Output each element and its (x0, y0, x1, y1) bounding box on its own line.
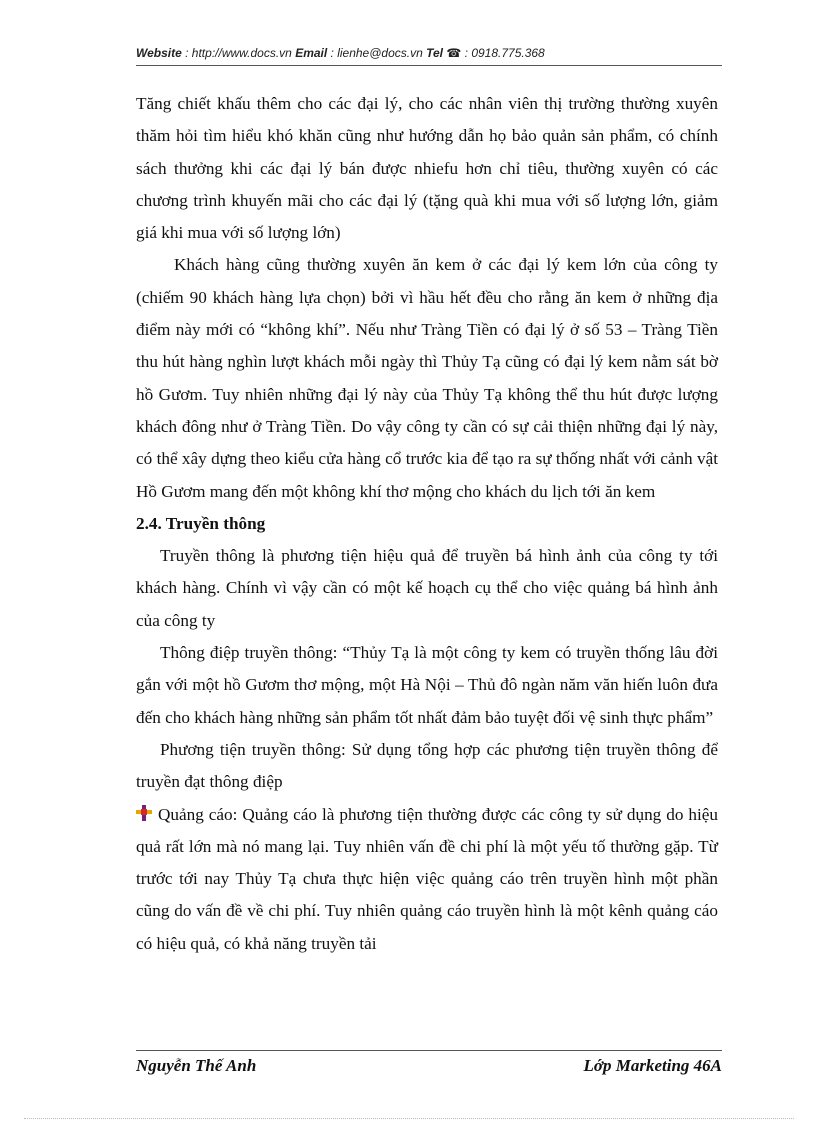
paragraph-message: Thông điệp truyền thông: “Thủy Tạ là một công ty kem có truyền thống lâu đời gắn với một hồ Gươm thơ mộng, một Hà Nội – Thủ đô ngàn năm văn hiến luôn đưa đến cho khách hàng những sản phẩm tốt nhất đảm bảo tuyệt đối vệ sinh thực phẩm” (136, 643, 718, 727)
paragraph-customers: Khách hàng cũng thường xuyên ăn kem ở các đại lý kem lớn của công ty (chiếm 90 khách hàng lựa chọn) bởi vì hầu hết đều cho rằng ăn kem ở những địa điểm này mới có “không khí”. Nếu như Tràng Tiền có đại lý ở số 53 – Tràng Tiền thu hút hàng nghìn lượt khách mỗi ngày thì Thủy Tạ cũng có đại lý kem nằm sát bờ hồ Gươm. Tuy nhiên những đại lý này của Thủy Tạ không thể thu hút được lượng khách đông như ở Tràng Tiền. Do vậy công ty cần có sự cải thiện những đại lý này, có thể xây dựng theo kiểu cửa hàng cổ trước kia để tạo ra sự thống nhất với cảnh vật Hồ Gươm mang đến một không khí thơ mộng cho khách du lịch tới ăn kem (136, 255, 718, 501)
tel-label: Tel (426, 46, 444, 60)
section-heading: 2.4. Truyền thông (136, 513, 266, 533)
paragraph-discounts: Tăng chiết khấu thêm cho các đại lý, cho các nhân viên thị trường thường xuyên thăm hỏi tìm hiểu khó khăn cũng như hướng dẫn họ bảo quản sản phẩm, có chính sách thưởng khi các đại lý bán được nhiefu hơn chỉ tiêu, thường xuyên có các chương trình khuyến mãi cho các đại lý (tặng quà khi mua với số lượng lớn, giảm giá khi mua với số lượng lớn) (136, 94, 718, 243)
footer-divider (136, 1050, 722, 1051)
tel-value: : 0918.775.368 (461, 46, 545, 60)
paragraph-advertising (136, 799, 718, 960)
page-bottom-edge (24, 1118, 794, 1119)
email-value: : lienhe@docs.vn (327, 46, 427, 60)
cross-bullet-icon (136, 805, 152, 821)
document-body (136, 88, 718, 960)
paragraph-communication-intro: Truyền thông là phương tiện hiệu quả để truyền bá hình ảnh của công ty tới khách hàng. Chính vì vậy cần có một kế hoạch cụ thể cho việc quảng bá hình ảnh của công ty (136, 546, 718, 630)
website-value: : http://www.docs.vn (181, 46, 296, 60)
website-label: Website (136, 46, 182, 60)
footer-class: Lớp Marketing 46A (583, 1056, 722, 1075)
footer-author: Nguyễn Thế Anh (136, 1056, 257, 1075)
phone-icon: ☎ (446, 46, 462, 60)
header-divider (136, 65, 722, 66)
paragraph-advertising-text: Quảng cáo: Quảng cáo là phương tiện thường được các công ty sử dụng do hiệu quả rất lớn mà nó mang lại. Tuy nhiên vấn đề chi phí là một yếu tố thường gặp. Từ trước tới nay Thủy Tạ chưa thực hiện việc quảng cáo trên truyền hình một phần cũng do vấn đề về chi phí. Tuy nhiên quảng cáo truyền hình là một kênh quảng cáo có hiệu quả, có khả năng truyền tải (136, 804, 718, 953)
email-label: Email (295, 46, 328, 60)
page-header (136, 46, 722, 60)
paragraph-media: Phương tiện truyền thông: Sử dụng tổng hợp các phương tiện truyền thông để truyền đạt thông điệp (136, 739, 718, 792)
page-footer (136, 1056, 722, 1076)
